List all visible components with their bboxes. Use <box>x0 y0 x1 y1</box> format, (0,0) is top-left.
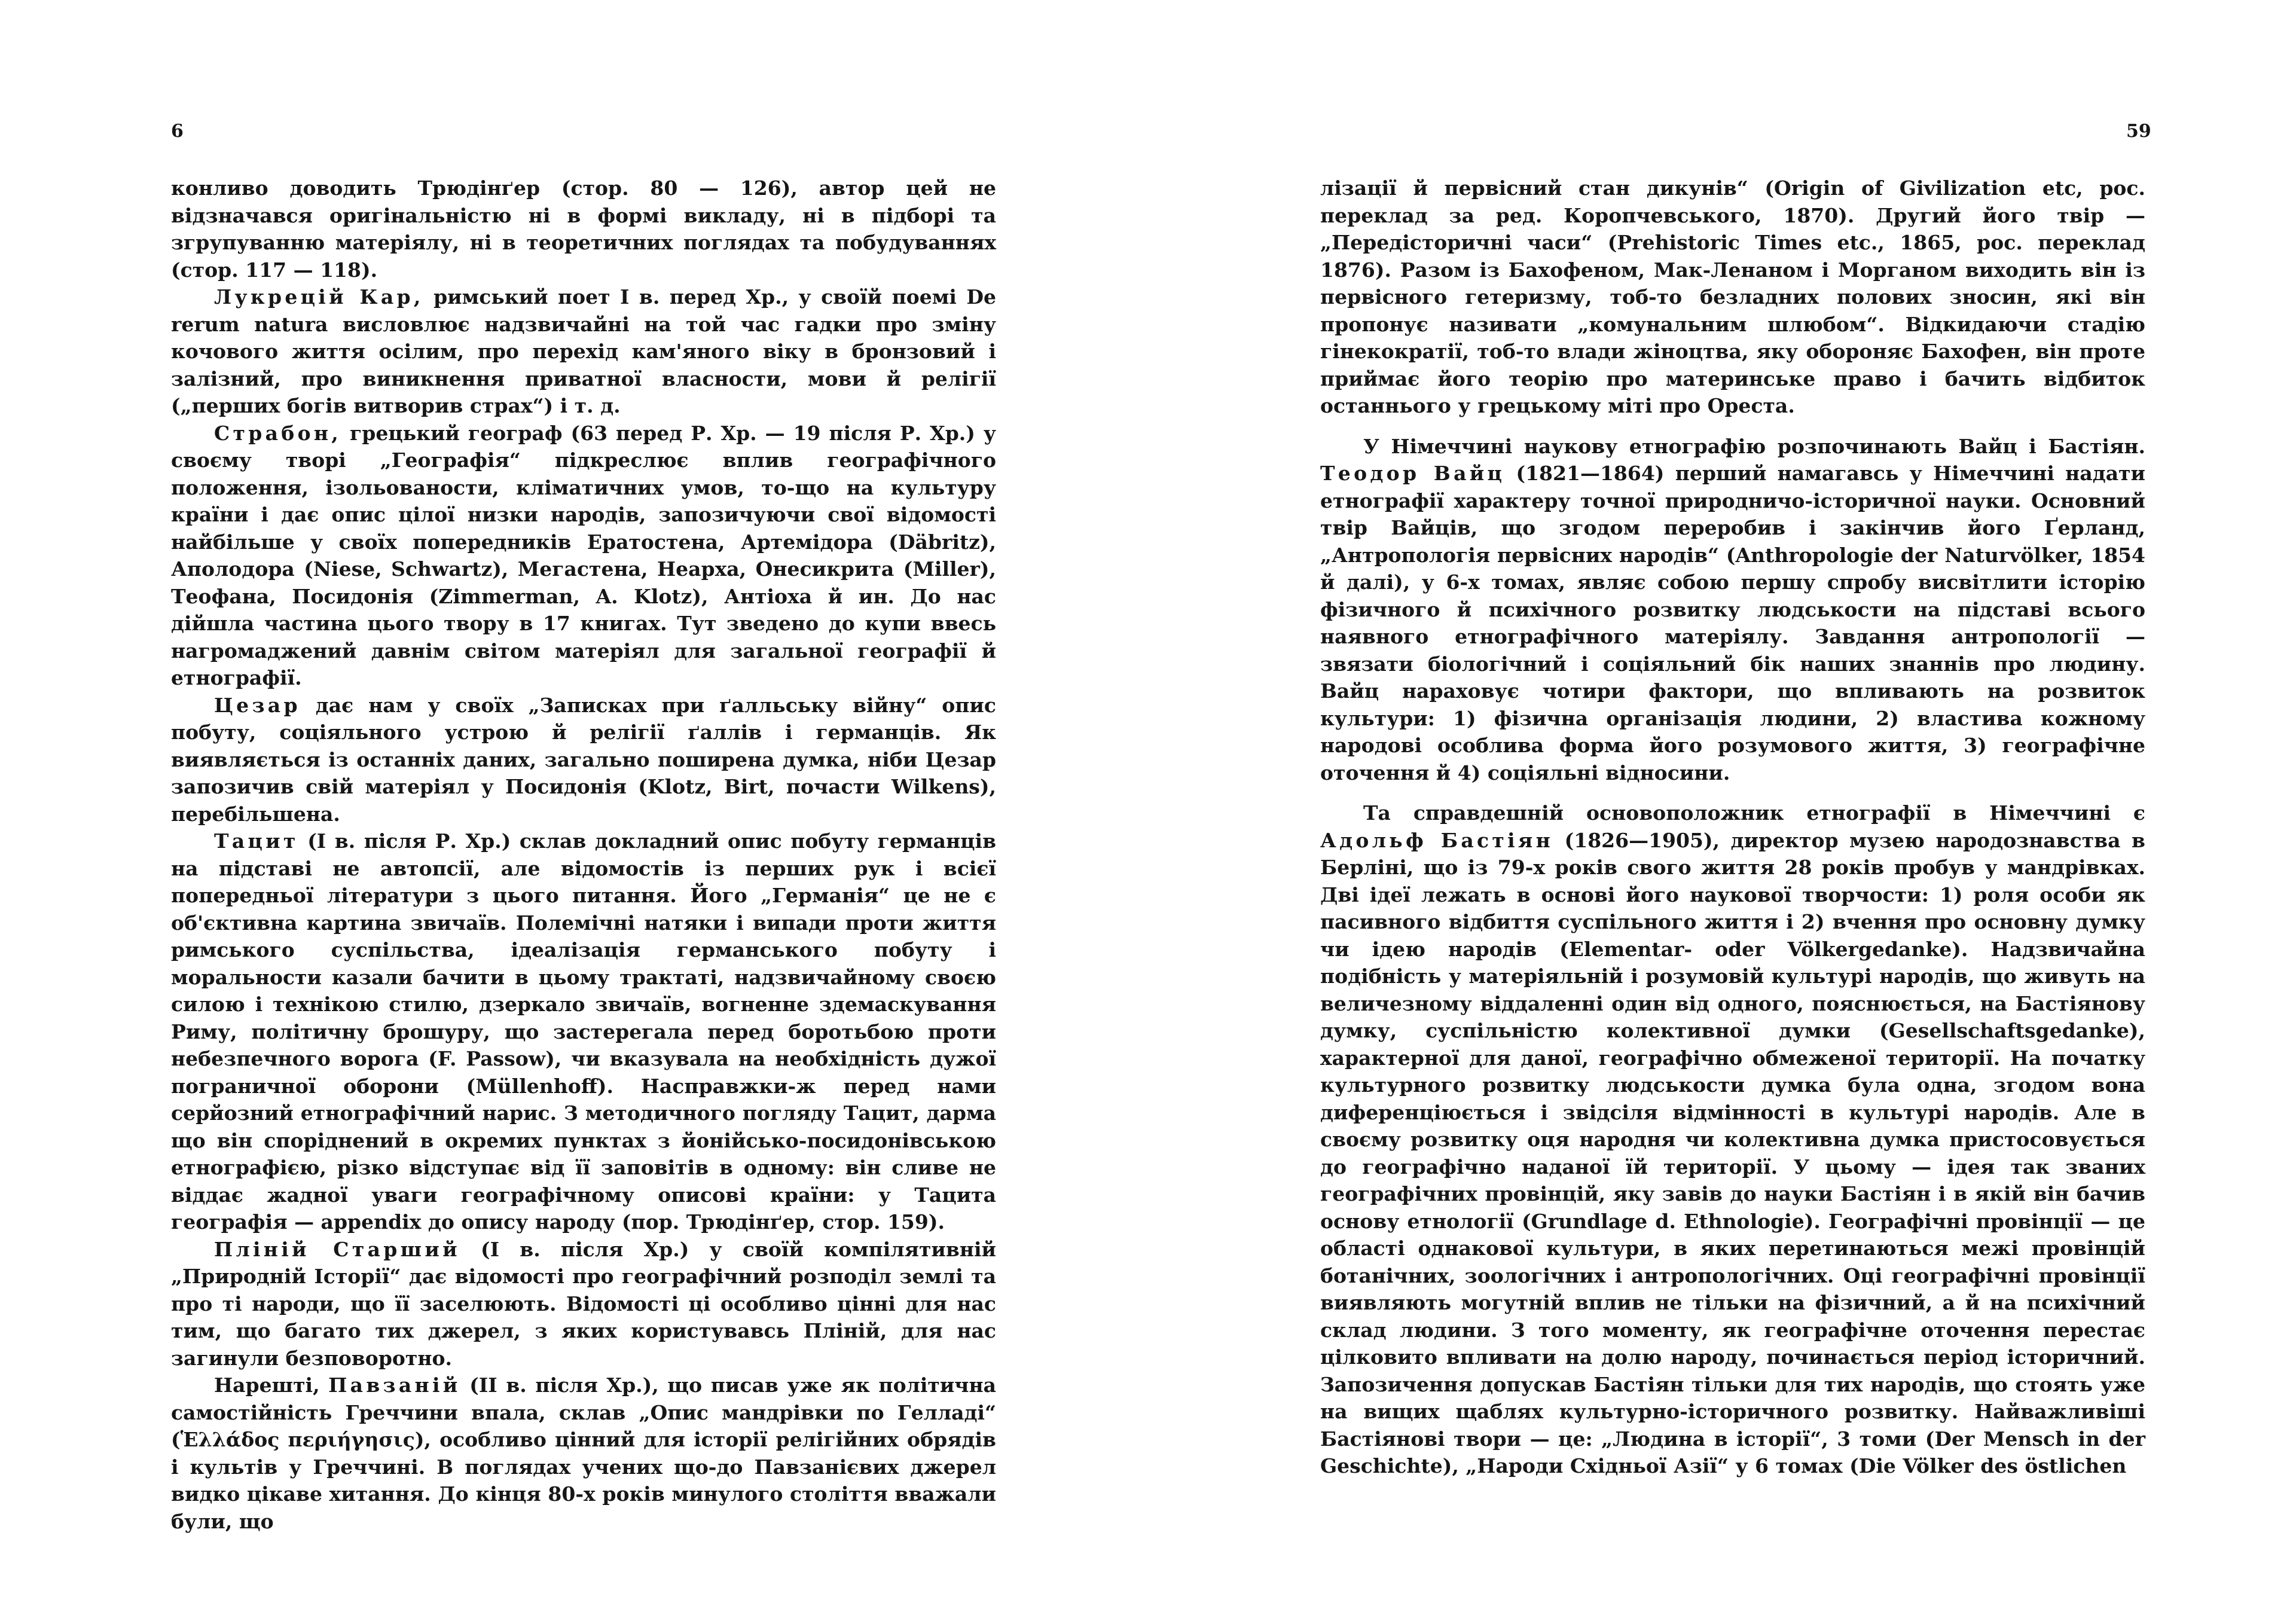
author-name: Пліній Старший <box>214 1237 460 1261</box>
paragraph <box>171 828 996 1236</box>
paragraph-text: конливо доводить Трюдінґер (стор. 80 — 126), автор цей не відзначався оригінальністю ні в формі викладу, ні в підборі та згрупуванню матеріялу, ні в теоретичних поглядах та побудуваннях (стор. 117 — 118). <box>171 176 996 282</box>
text-block <box>1320 175 2145 1480</box>
paragraph <box>1320 175 2145 420</box>
paragraph <box>171 420 996 692</box>
paragraph-text: лізації й первісний стан дикунів“ (Origin of Givilization etc, рос. переклад за ред. Коропчевського, 1870). Другий його твір — „Передісторичні часи“ (Prehistoric Times etc., 1865, рос. переклад 1876). Разом із Бахофеном, Мак-Ленаном і Морганом виходить він із первісного гетеризму, тоб-то безладних полових зносин, які він пропонує називати „комунальним шлюбом“. Відкидаючи стадію гінекократії, тоб-то влади жіноцтва, яку обороняє Бахофен, він проте приймає його теорію про материнське право і бачить відбиток останнього у грецькому міті про Ореста. <box>1320 176 2145 417</box>
author-name: Теодор Вайц <box>1320 462 1506 485</box>
paragraph-text: грецький географ (63 перед Р. Хр. — 19 після Р. Хр.) у своєму творі „Географія“ підкреслює вплив географічного положення, ізольованости, кліматичних умов, то-що на культуру країни і дає опис цілої низки народів, запозичуючи свої відомості найбільше у своїх попередників Ератостена, Артемідора (Däbritz), Аполодора (Niese, Schwartz), Мегастена, Неарха, Онесикрита (Miller), Теофана, Посидонія (Zimmerman, A. Klotz), Антіоха й ин. До нас дійшла частина цього твору в 17 книгах. Тут зведено до купи ввесь нагромаджений давнім світом матеріял для загальної географії й етнографії. <box>171 421 996 689</box>
paragraph-text: (I в. після Р. Хр.) склав докладний опис побуту германців на підставі не автопсії, але відомостів із перших рук і всієї попередньої літератури з цього питання. Його „Германія“ це не є об'єктивна картина звичаїв. Полемічні натяки і випади проти життя римського суспільства, ідеалізація германського побуту і моральности казали бачити в цьому трактаті, надзвичайному своєю силою і технікою стилю, дзеркало звичаїв, вогненне здемаскування Риму, політичну брошуру, що застерегала перед боротьбою проти небезпечного ворога (F. Passow), чи вказувала на необхідність дужої пограничної оборони (Müllenhoff). Насправжки-ж перед нами серйозний етнографічний нарис. З методичного погляду Тацит, дарма що він споріднений в окремих пунктах з йонійсько-посидонівською етнографією, різко відступає від її заповітів в одному: він сливе не віддає жадної уваги географічному описові країни: у Тацита географія — appendix до опису народу (пор. Трюдінґер, стор. 159). <box>171 829 996 1234</box>
lead-prefix: Нарешті, <box>214 1373 329 1397</box>
paragraph-text: дає нам у своїх „Записках при ґалльську війну“ опис побуту, соціяльного устрою й релігії ґаллів і германців. Як виявляється із останніх даних, загально поширена думка, ніби Цезар запозичив свій матеріял у Посидонія (Klotz, Birt, почасти Wilkens), перебільшена. <box>171 693 996 826</box>
paragraph-text: (II в. після Хр.), що писав уже як політична самостійність Греччини впала, склав „Опис мандрівки по Гелладі“ (Ἑλλάδος περιήγησις), особливо цінний для історії релігійних обрядів і культів у Греччині. В поглядах учених що-до Павзанієвих джерел видко цікаве хитання. До кінця 80-х років минулого століття вважали були, що <box>171 1373 997 1533</box>
paragraph <box>171 692 996 828</box>
paragraph-text: (I в. після Хр.) у своїй компілятивній „Природній Історії“ дає відомості про географічний розподіл землі та про ті народи, що її заселюють. Відомості ці особливо цінні для нас тим, що багато тих джерел, з яких користувавсь Пліній, для нас загинули безповоротно. <box>171 1237 996 1370</box>
paragraph <box>1320 799 2145 1480</box>
author-name: Цезар <box>214 693 301 717</box>
author-name: Павзаній <box>328 1373 461 1397</box>
paragraph <box>171 1236 996 1372</box>
paragraph <box>171 175 996 283</box>
author-name: Лукрецій Кар, <box>214 285 424 309</box>
author-name: Адольф Бастіян <box>1320 828 1554 852</box>
paragraph-text: римський поет І в. перед Хр., у своїй поемі De rerum natura висловлює надзвичайні на той час гадки про зміну кочового життя осілим, про перехід кам'яного віку в бронзовий і залізний, про виникнення приватної власности, мови й релігії („перших богів витворив страх“) і т. д. <box>171 285 996 417</box>
paragraph-text: (1826—1905), директор музею народознавства в Берліні, що із 79-х років свого життя 28 років пробув у мандрівках. Дві ідеї лежать в основі його наукової творчости: 1) роля особи як пасивного відбиття суспільного життя і 2) вчення про основну думку чи ідею народів (Elementar- oder Völkergedanke). Надзвичайна подібність у матеріяльній і розумовій культурі народів, що живуть на величезному віддаленні один від одного, пояснюється, на Бастіянову думку, суспільністю колективної думки (Gesellschaftsgedanke), характерної для даної, географічно обмеженої території. На початку культурного розвитку людськости думка була одна, згодом вона диференціюється і звідсіля відмінності в культурі народів. Але в своєму розвитку оця народня чи колективна думка пристосовується до географічно наданої їй території. У цьому — ідея так званих географічних провінцій, яку завів до науки Бастіян і в якій він бачив основу етнології (Grundlage d. Ethnologie). Географічні провінції — це області однакової культури, в яких перетинаються межі провінцій ботанічних, зоологічних і антропологічних. Оці географічні провінції виявляють могутній вплив не тільки на фізичний, а й на психічний склад людини. З того моменту, як географічне оточення перестає цілковито впливати на долю народу, починається період історичний. Запозичення допускав Бастіян тільки для тих народів, що стоять уже на вищих щаблях культурно-історичного розвитку. Найважливіші Бастіянові твори — це: „Людина в історії“, 3 томи (Der Mensch in der Geschichte), „Народи Східньої Азії“ у 6 томах (Die Völker des östlichen <box>1320 828 2145 1478</box>
text-block <box>171 175 996 1535</box>
paragraph-text: (1821—1864) перший намагавсь у Німеччині надати етнографії характеру точної природничо-історичної науки. Основний твір Вайців, що згодом переробив і закінчив його Ґерланд, „Антропологія первісних народів“ (Anthropologie der Naturvölker, 1854 й далі), у 6-х томах, являє собою першу спробу висвітлити історію фізичного й психічного розвитку людськости на підставі всього наявного етнографічного матеріялу. Завдання антропології — звязати біологічний і соціяльний бік наших знаннів про людину. Вайц нараховує чотири фактори, що впливають на розвиток культури: 1) фізична організація людини, 2) властива кожному народові особлива форма його розумового життя, 3) географічне оточення й 4) соціяльні відносини. <box>1320 462 2145 784</box>
paragraph <box>171 283 996 420</box>
page-number: 59 <box>2126 121 2151 142</box>
right-page <box>1148 0 2296 1624</box>
author-name: Тацит <box>214 829 299 853</box>
page-number: 6 <box>171 121 184 142</box>
paragraph <box>1320 433 2145 787</box>
author-name: Страбон, <box>214 421 342 445</box>
paragraph <box>171 1372 996 1535</box>
paragraph-text: У Німеччині наукову етнографію розпочинають Вайц і Бастіян. <box>1363 434 2145 458</box>
lead-prefix: Та справдешній основоположник етнографії в Німеччині є <box>1363 801 2145 825</box>
